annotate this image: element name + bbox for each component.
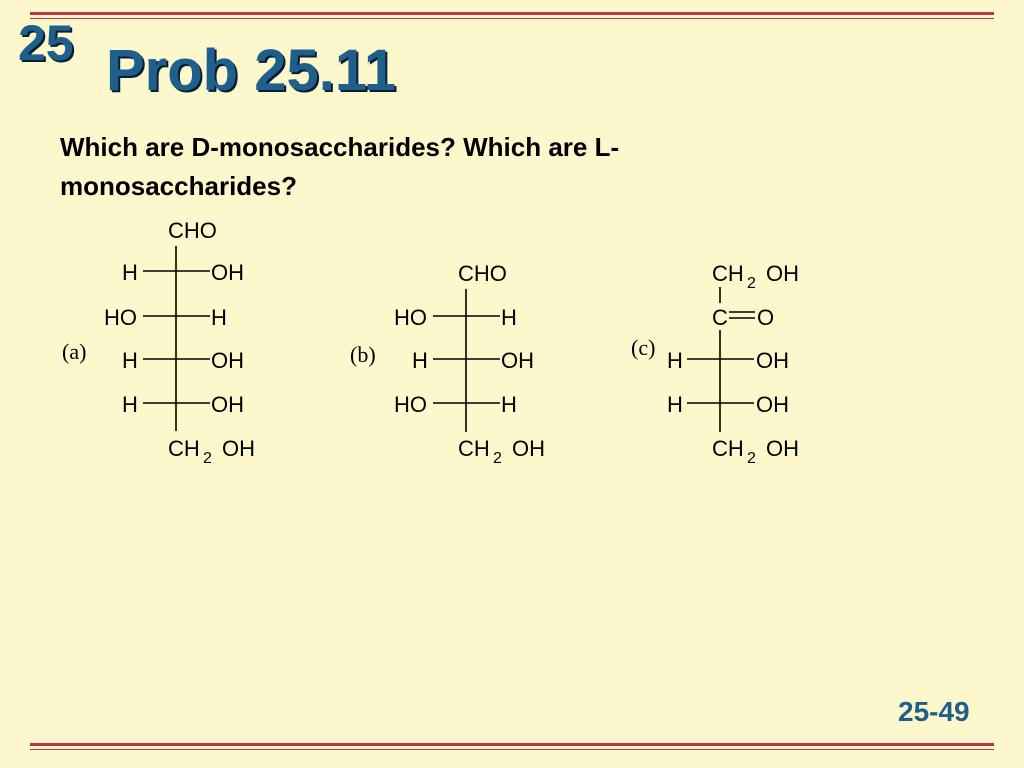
- structure-a-bottom-sub: 2: [203, 450, 212, 467]
- structure-b: [350, 261, 545, 467]
- structure-c-bottom-suffix: OH: [766, 436, 799, 461]
- structure-c-carbonyl-oxygen: O: [757, 305, 775, 330]
- structure-c-top-suffix: OH: [766, 261, 799, 286]
- structure-b-top-group: CHO: [458, 261, 507, 286]
- structure-a-tag: (a): [62, 339, 87, 364]
- question-text: Which are D-monosaccharides? Which are L-monosaccharides?: [60, 132, 620, 201]
- structure-c: [631, 261, 799, 467]
- structure-a: [62, 218, 255, 467]
- structure-c-bottom-sub: 2: [747, 450, 756, 467]
- structure-b-row3-right: H: [501, 392, 517, 417]
- structure-b-row3-left: HO: [394, 392, 427, 417]
- structure-c-top-prefix: CH: [712, 261, 744, 286]
- structure-c-row1-right: OH: [756, 348, 789, 373]
- structure-a-row3-right: OH: [211, 348, 244, 373]
- structure-a-row1-right: OH: [211, 260, 244, 285]
- structure-c-tag: (c): [631, 335, 656, 360]
- structure-c-top-sub: 2: [747, 275, 756, 292]
- structure-a-row2-right: H: [211, 305, 227, 330]
- structure-b-row1-right: H: [501, 305, 517, 330]
- structure-c-bottom-prefix: CH: [712, 436, 744, 461]
- structure-a-row4-right: OH: [211, 392, 244, 417]
- structure-a-bottom-suffix: OH: [222, 436, 255, 461]
- structure-c-carbonyl-carbon: C: [712, 305, 728, 330]
- structure-b-bottom-sub: 2: [493, 450, 502, 467]
- structure-b-row2-right: OH: [501, 348, 534, 373]
- structure-a-top-group: CHO: [168, 218, 217, 243]
- structure-c-row1-left: H: [667, 348, 683, 373]
- structure-a-row4-left: H: [122, 392, 138, 417]
- slide-number: 25-49: [898, 696, 970, 727]
- structure-a-row2-left: HO: [104, 305, 137, 330]
- page-title: Prob 25.11: [106, 38, 397, 103]
- structure-b-bottom-suffix: OH: [512, 436, 545, 461]
- structure-a-row3-left: H: [122, 348, 138, 373]
- structure-b-tag: (b): [350, 342, 376, 367]
- structure-b-row2-left: H: [412, 348, 428, 373]
- structure-b-bottom-prefix: CH: [458, 436, 490, 461]
- structure-b-row1-left: HO: [394, 305, 427, 330]
- structure-a-row1-left: H: [122, 260, 138, 285]
- structure-c-row2-left: H: [667, 392, 683, 417]
- structure-a-bottom-prefix: CH: [168, 436, 200, 461]
- structure-c-row2-right: OH: [756, 392, 789, 417]
- chapter-number: 25: [18, 15, 74, 71]
